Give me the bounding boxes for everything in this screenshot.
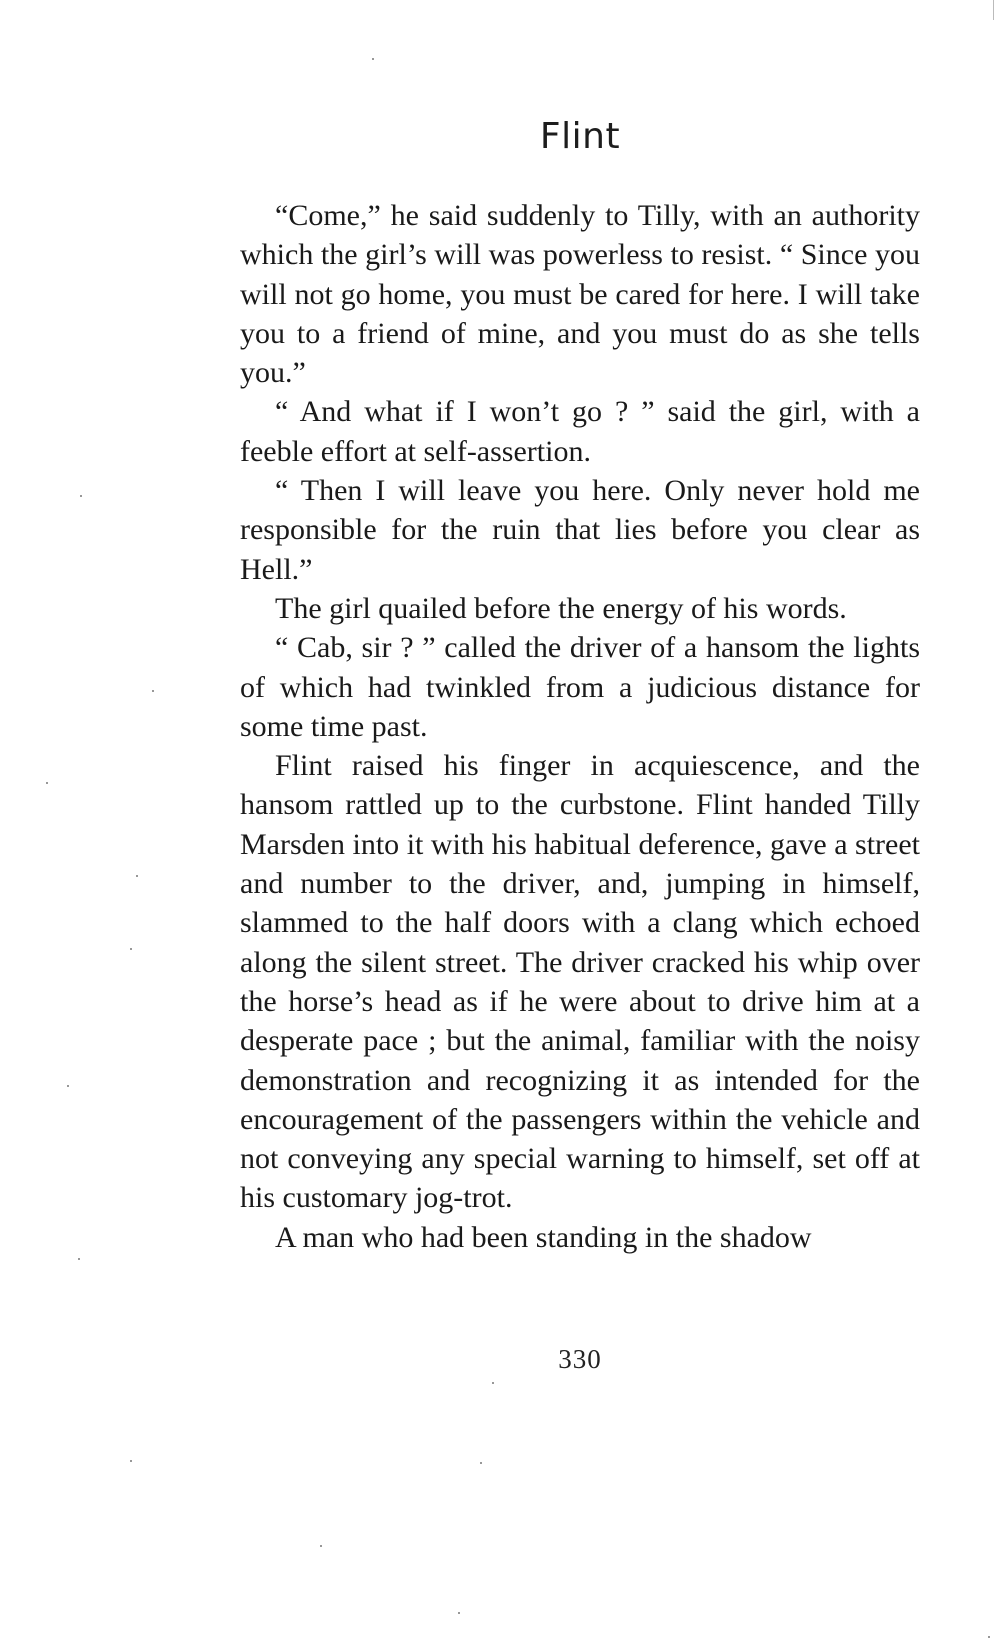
running-title: Flint: [539, 116, 621, 157]
paper-speck: [372, 58, 374, 60]
paper-speck: [988, 1636, 990, 1638]
paragraph: A man who had been standing in the shadow: [275, 1220, 812, 1254]
paper-speck: [78, 1258, 80, 1260]
paragraph: “ Cab, sir ? ” called the driver of a hansom the lights of which had twinkled from a judicious distance for some time past.: [240, 631, 920, 743]
paper-speck: [46, 782, 48, 784]
paper-speck: [130, 1460, 132, 1462]
paragraph: The girl quailed before the energy of his words.: [275, 591, 847, 625]
paper-speck: [480, 1462, 482, 1464]
paper-speck: [136, 875, 138, 877]
page-number: 330: [558, 1344, 602, 1374]
paper-speck: [67, 1085, 69, 1087]
paper-speck: [320, 1545, 322, 1547]
paragraph: “ And what if I won’t go ? ” said the girl, with a feeble effort at self-assertion.: [240, 395, 920, 468]
paragraph: “Come,” he said suddenly to Tilly, with an authority which the girl’s will was powerless to resist. “ Since you will not go home, you must be cared for here. I will take you to a friend of mine, and you must do as she tells you.”: [240, 199, 920, 390]
body-text: [240, 196, 920, 1257]
paper-speck: [492, 1382, 494, 1384]
paper-speck: [130, 948, 132, 950]
paragraph: Flint raised his finger in acquiescence, and the hansom rattled up to the curbstone. Flint handed Tilly Marsden into it with his habitual deference, gave a street and number to the driver, and, jumping in himself, slammed to the half doors with a clang which echoed along the silent street. The driver cracked his whip over the horse’s head as if he were about to drive him at a desperate pace ; but the animal, familiar with the noisy demonstration and recognizing it as intended for the encouragement of the passengers within the vehicle and not conveying any special warning to himself, set off at his customary jog-trot.: [240, 749, 920, 1215]
page-edge: [993, 0, 994, 20]
paper-speck: [80, 495, 82, 497]
paragraph: “ Then I will leave you here. Only never hold me responsible for the ruin that lies before you clear as Hell.”: [240, 474, 920, 586]
paper-speck: [458, 1612, 460, 1614]
paper-speck: [152, 690, 154, 692]
